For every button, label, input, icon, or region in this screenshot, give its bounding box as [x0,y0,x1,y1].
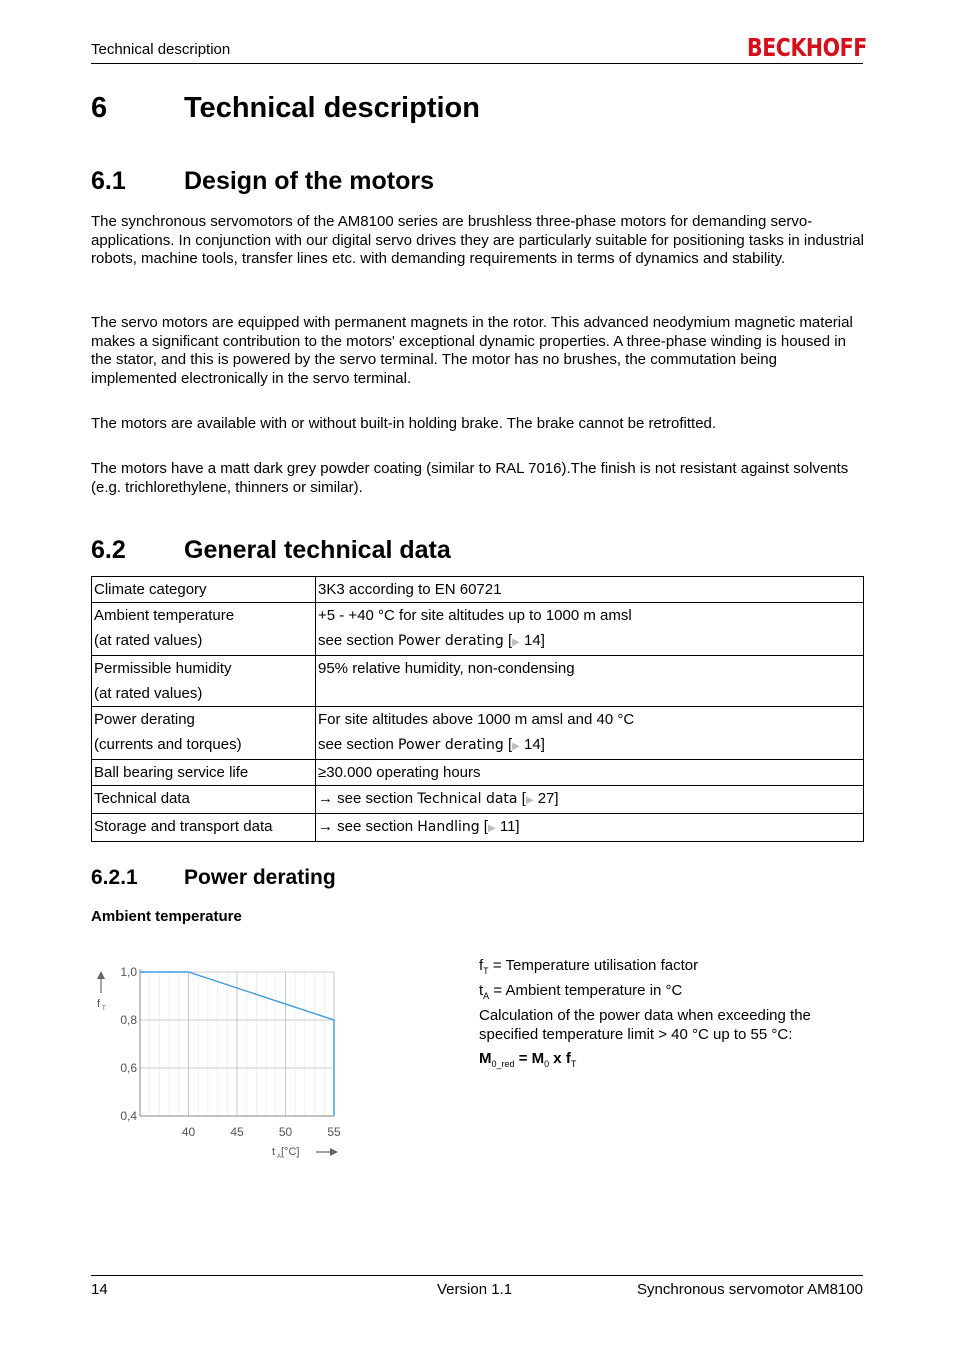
page-arrow-icon: ▶ [512,637,520,648]
handling-link[interactable]: Handling [417,819,480,835]
table-cell-value [316,656,864,707]
table-cell-label [92,814,316,842]
table-cell-label [92,603,316,656]
power-derating-link[interactable]: Power derating [398,633,504,649]
y-tick-label: 0,8 [120,1013,137,1027]
cell-text: Ambient temperature [94,607,235,624]
section-title: Design of the motors [184,167,435,195]
x-tick-label: 40 [181,1125,196,1139]
cross-reference: → see section Handling [▶ 11] [318,818,520,835]
table-row [92,786,864,814]
page-arrow-icon: ▶ [525,795,534,806]
cell-text: Power derating [94,711,195,728]
y-tick-label: 0,4 [120,1109,137,1123]
table-row [92,656,864,707]
cross-reference: see section Power derating [▶ 14] [318,736,545,753]
footer-page-number: 14 [91,1281,108,1298]
footer-product: Synchronous servomotor AM8100 [637,1281,863,1298]
table-row [92,760,864,786]
x-tick-label: 50 [278,1125,293,1139]
subsection-title: Power derating [184,866,336,889]
y-tick-label: 1,0 [120,965,137,979]
x-tick-label: 45 [230,1125,244,1139]
table-cell-label [92,656,316,707]
subscript: T [570,1059,577,1069]
beckhoff-logo: BECKHOFF [747,33,867,62]
subscript: 0_red [491,1059,515,1069]
subscript: 0 [544,1059,550,1069]
cell-text: ≥30.000 operating hours [318,764,481,781]
symbol: t [479,982,484,999]
footer-rule [91,1275,863,1276]
cell-text: (at rated values) [94,685,203,702]
derating-curve [189,972,335,1116]
ref-prefix: see section [318,632,399,649]
section-title: General technical data [184,536,451,564]
legend-ft [479,956,698,981]
cell-text: Ball bearing service life [94,764,249,781]
x-axis-label-sub: A [277,1154,282,1160]
paragraph: The motors are available with or without built-in holding brake. The brake cannot be retrofitted. [91,415,717,432]
calc-note: Calculation of the power data when exceeding the specified temperature limit > 40 °C up to 55 °C: [479,1007,811,1043]
legend-ta [479,981,682,1006]
ref-page[interactable]: 14 [524,632,541,649]
cell-text: Storage and transport data [94,818,273,835]
cell-text: 3K3 according to EN 60721 [318,581,502,598]
subscript: A [483,991,490,1001]
table-cell-label [92,577,316,603]
cell-text: Technical data [94,790,190,807]
y-axis-label: f [97,998,101,1010]
cross-reference: → see section Technical data [▶ 27] [318,790,559,807]
page-arrow-icon: ▶ [487,823,496,834]
power-derating-chart [88,955,358,1170]
subsection-number: 6.2.1 [91,866,138,889]
chapter-title: Technical description [184,92,480,124]
table-row [92,814,864,842]
subheading: Ambient temperature [91,908,242,925]
formula-part: M [479,1050,492,1067]
y-tick-label: 0,6 [120,1061,137,1075]
footer-version: Version 1.1 [437,1281,513,1298]
cell-text: (currents and torques) [94,736,242,753]
page-arrow-icon: ▶ [512,741,520,752]
ref-prefix: → see section [318,818,418,835]
description: = Ambient temperature in °C [489,982,683,999]
cell-text: 95% relative humidity, non-condensing [318,660,575,677]
subscript: T [483,966,489,976]
table-cell-value [316,760,864,786]
ref-prefix: see section [318,736,399,753]
technical-data-table [91,576,864,842]
chart-ticks [120,965,341,1139]
chart-grid [140,972,334,1116]
table-cell-value [316,786,864,814]
x-axis-label-unit: [°C] [281,1146,300,1158]
header-title: Technical description [91,41,231,58]
power-derating-link[interactable]: Power derating [398,737,504,753]
cell-text: Permissible humidity [94,660,232,677]
paragraph: The motors have a matt dark grey powder coating (similar to RAL 7016).The finish is not resistant against solvents (e.g. trichlorethylene, thinners or similar). [91,460,849,496]
cell-text: (at rated values) [94,632,203,649]
header-rule [91,63,863,64]
table-cell-label [92,707,316,760]
section-number: 6.1 [91,167,126,195]
y-axis-arrow-icon [97,971,105,979]
x-axis-label: t [272,1146,276,1158]
description: = Temperature utilisation factor [488,957,699,974]
formula-part: x f [549,1050,571,1067]
paragraph: The synchronous servomotors of the AM8100 series are brushless three-phase motors for demanding servo-applications. In conjunction with our digital servo drives they are particularly suitable for positioning tasks in industrial robots, machine tools, transfer lines etc. with demanding requirements in terms of dynamics and stability. [91,213,864,268]
ref-prefix: → see section [318,790,418,807]
paragraph: The servo motors are equipped with permanent magnets in the rotor. This advanced neodymium magnetic material makes a significant contribution to the motors' exceptional dynamic properties. A three-phase winding is housed in the stator, and this is powered by the servo terminal. The motor has no brushes, the commutation being implemented electronically in the servo terminal. [91,314,853,387]
table-cell-value [316,577,864,603]
table-cell-label [92,786,316,814]
table-cell-label [92,760,316,786]
cell-text: Climate category [94,581,207,598]
formula [479,1049,576,1074]
ref-page[interactable]: 14 [524,736,541,753]
section-number: 6.2 [91,536,126,564]
table-row [92,603,864,656]
table-cell-value [316,814,864,842]
table-cell-value [316,707,864,760]
x-tick-label: 55 [327,1125,341,1139]
table-cell-value [316,603,864,656]
formula-part: = M [514,1050,545,1067]
table-row [92,707,864,760]
chapter-number: 6 [91,92,108,124]
table-row [92,577,864,603]
cell-text: For site altitudes above 1000 m amsl and 40 °C [318,711,635,728]
ref-page[interactable]: 11 [499,818,516,835]
x-axis-arrow-icon [330,1148,338,1156]
symbol: f [479,957,484,974]
cell-text: +5 - +40 °C for site altitudes up to 1000 m amsl [318,607,632,624]
technical-data-link[interactable]: Technical data [417,791,518,807]
ref-page[interactable]: 27 [537,790,555,807]
y-axis-label-sub: T [102,1006,106,1012]
cross-reference: see section Power derating [▶ 14] [318,632,545,649]
